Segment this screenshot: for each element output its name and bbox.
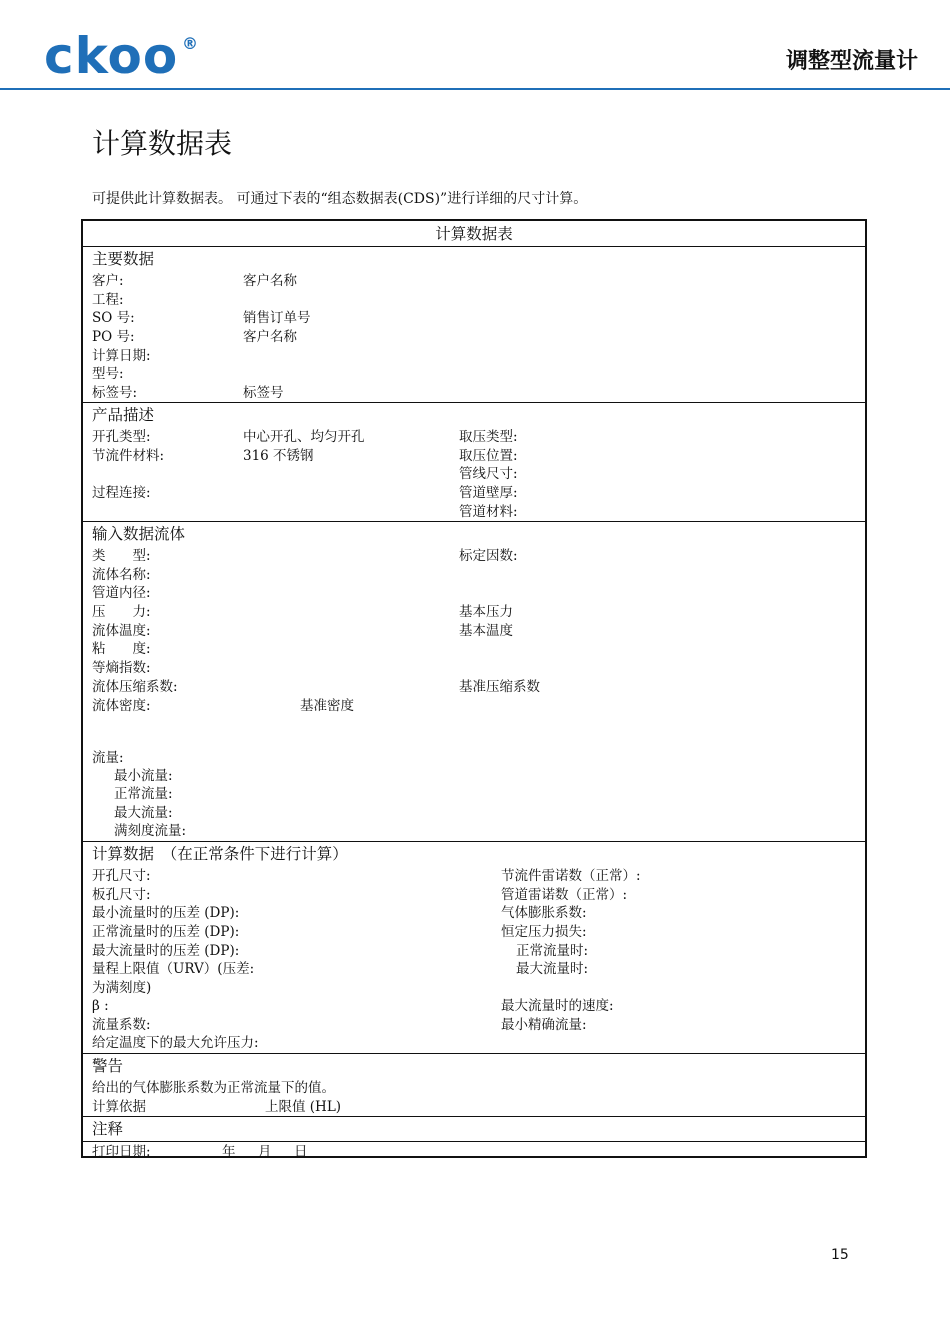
field-label: 最大流量时的压差 (DP): [92,943,240,959]
field-label: 给定温度下的最大允许压力: [92,1035,259,1051]
field-label: 满刻度流量: [114,823,187,839]
field-label: 气体膨胀系数: [501,905,587,921]
field-value: 标签号 [243,385,284,401]
page-title: 计算数据表 [92,127,233,160]
field-label: 计算依据 [92,1099,146,1115]
field-label: 正常流量时的压差 (DP): [92,924,240,940]
table-title: 计算数据表 [435,225,513,243]
field-label: 流体压缩系数: [92,679,178,695]
field-label: 板孔尺寸: [92,887,151,903]
field-label: 节流件材料: [92,448,165,464]
divider [83,402,865,403]
field-label: 打印日期: [92,1144,151,1160]
field-label: 最大流量: [114,805,173,821]
field-label: 客户: [92,273,124,289]
brand-logo: ckoo [44,27,179,85]
field-value: 上限值 (HL) [265,1099,342,1115]
field-label: 基准压缩系数 [459,679,540,695]
field-label: 流量系数: [92,1017,151,1033]
field-label: 最大流量时的速度: [501,998,614,1014]
field-label: 管道雷诺数（正常）: [501,887,628,903]
field-label: 过程连接: [92,485,151,501]
field-value: 客户名称 [243,273,297,289]
field-label: 压 力: [92,604,151,620]
field-value: 316 不锈钢 [243,448,314,464]
section-heading: 主要数据 [92,250,155,268]
field-label: 量程上限值（URV）(压差: [92,961,255,977]
field-label: 类 型: [92,548,151,564]
field-label: 取压位置: [459,448,518,464]
field-label: 开孔尺寸: [92,868,151,884]
section-heading: 注释 [92,1120,124,1138]
field-label: 管道壁厚: [459,485,518,501]
field-label: 流量: [92,750,124,766]
divider [83,841,865,842]
field-label: 计算日期: [92,348,151,364]
field-label: 型号: [92,366,124,382]
section-heading: 输入数据流体 [92,525,186,543]
field-label: 基准密度 [300,698,354,714]
section-heading: 产品描述 [92,406,155,424]
field-label: 取压类型: [459,429,518,445]
divider [83,1141,865,1142]
field-label: β : [92,998,109,1014]
date-month: 月 [258,1144,272,1160]
section-heading: 警告 [92,1057,124,1075]
field-label: 管道材料: [459,504,518,520]
field-label: 管线尺寸: [459,466,518,482]
field-label: 基本压力 [459,604,513,620]
field-label: 工程: [92,292,124,308]
field-label: 管道内径: [92,585,151,601]
date-year: 年 [222,1144,236,1160]
field-label: 最小流量时的压差 (DP): [92,905,240,921]
divider [83,521,865,522]
field-label: 最小流量: [114,768,173,784]
field-value: 销售订单号 [243,310,311,326]
divider [83,1116,865,1117]
field-label: 恒定压力损失: [501,924,587,940]
calculation-data-sheet [81,219,867,1158]
registered-mark: ® [182,34,198,53]
field-label: 为满刻度) [92,980,152,996]
field-label: 节流件雷诺数（正常）: [501,868,641,884]
field-label: 最大流量时: [516,961,589,977]
product-name: 调整型流量计 [785,49,918,74]
warning-text: 给出的气体膨胀系数为正常流量下的值。 [92,1080,335,1096]
divider [83,246,865,247]
divider [83,1053,865,1054]
field-label: SO 号: [92,310,135,326]
header-divider [0,88,950,90]
section-heading: 计算数据 （在正常条件下进行计算） [92,845,348,863]
field-label: 正常流量时: [516,943,589,959]
field-value: 客户名称 [243,329,297,345]
field-label: PO 号: [92,329,135,345]
field-label: 开孔类型: [92,429,151,445]
date-day: 日 [294,1144,308,1160]
page-number: 15 [831,1247,849,1263]
field-label: 等熵指数: [92,660,151,676]
field-label: 粘 度: [92,641,151,657]
field-value: 中心开孔、均匀开孔 [243,429,365,445]
field-label: 标签号: [92,385,138,401]
field-label: 最小精确流量: [501,1017,587,1033]
field-label: 基本温度 [459,623,513,639]
field-label: 流体名称: [92,567,151,583]
field-label: 流体温度: [92,623,151,639]
field-label: 标定因数: [459,548,518,564]
intro-text: 可提供此计算数据表。 可通过下表的“组态数据表(CDS)”进行详细的尺寸计算。 [92,191,588,207]
field-label: 正常流量: [114,786,173,802]
field-label: 流体密度: [92,698,151,714]
